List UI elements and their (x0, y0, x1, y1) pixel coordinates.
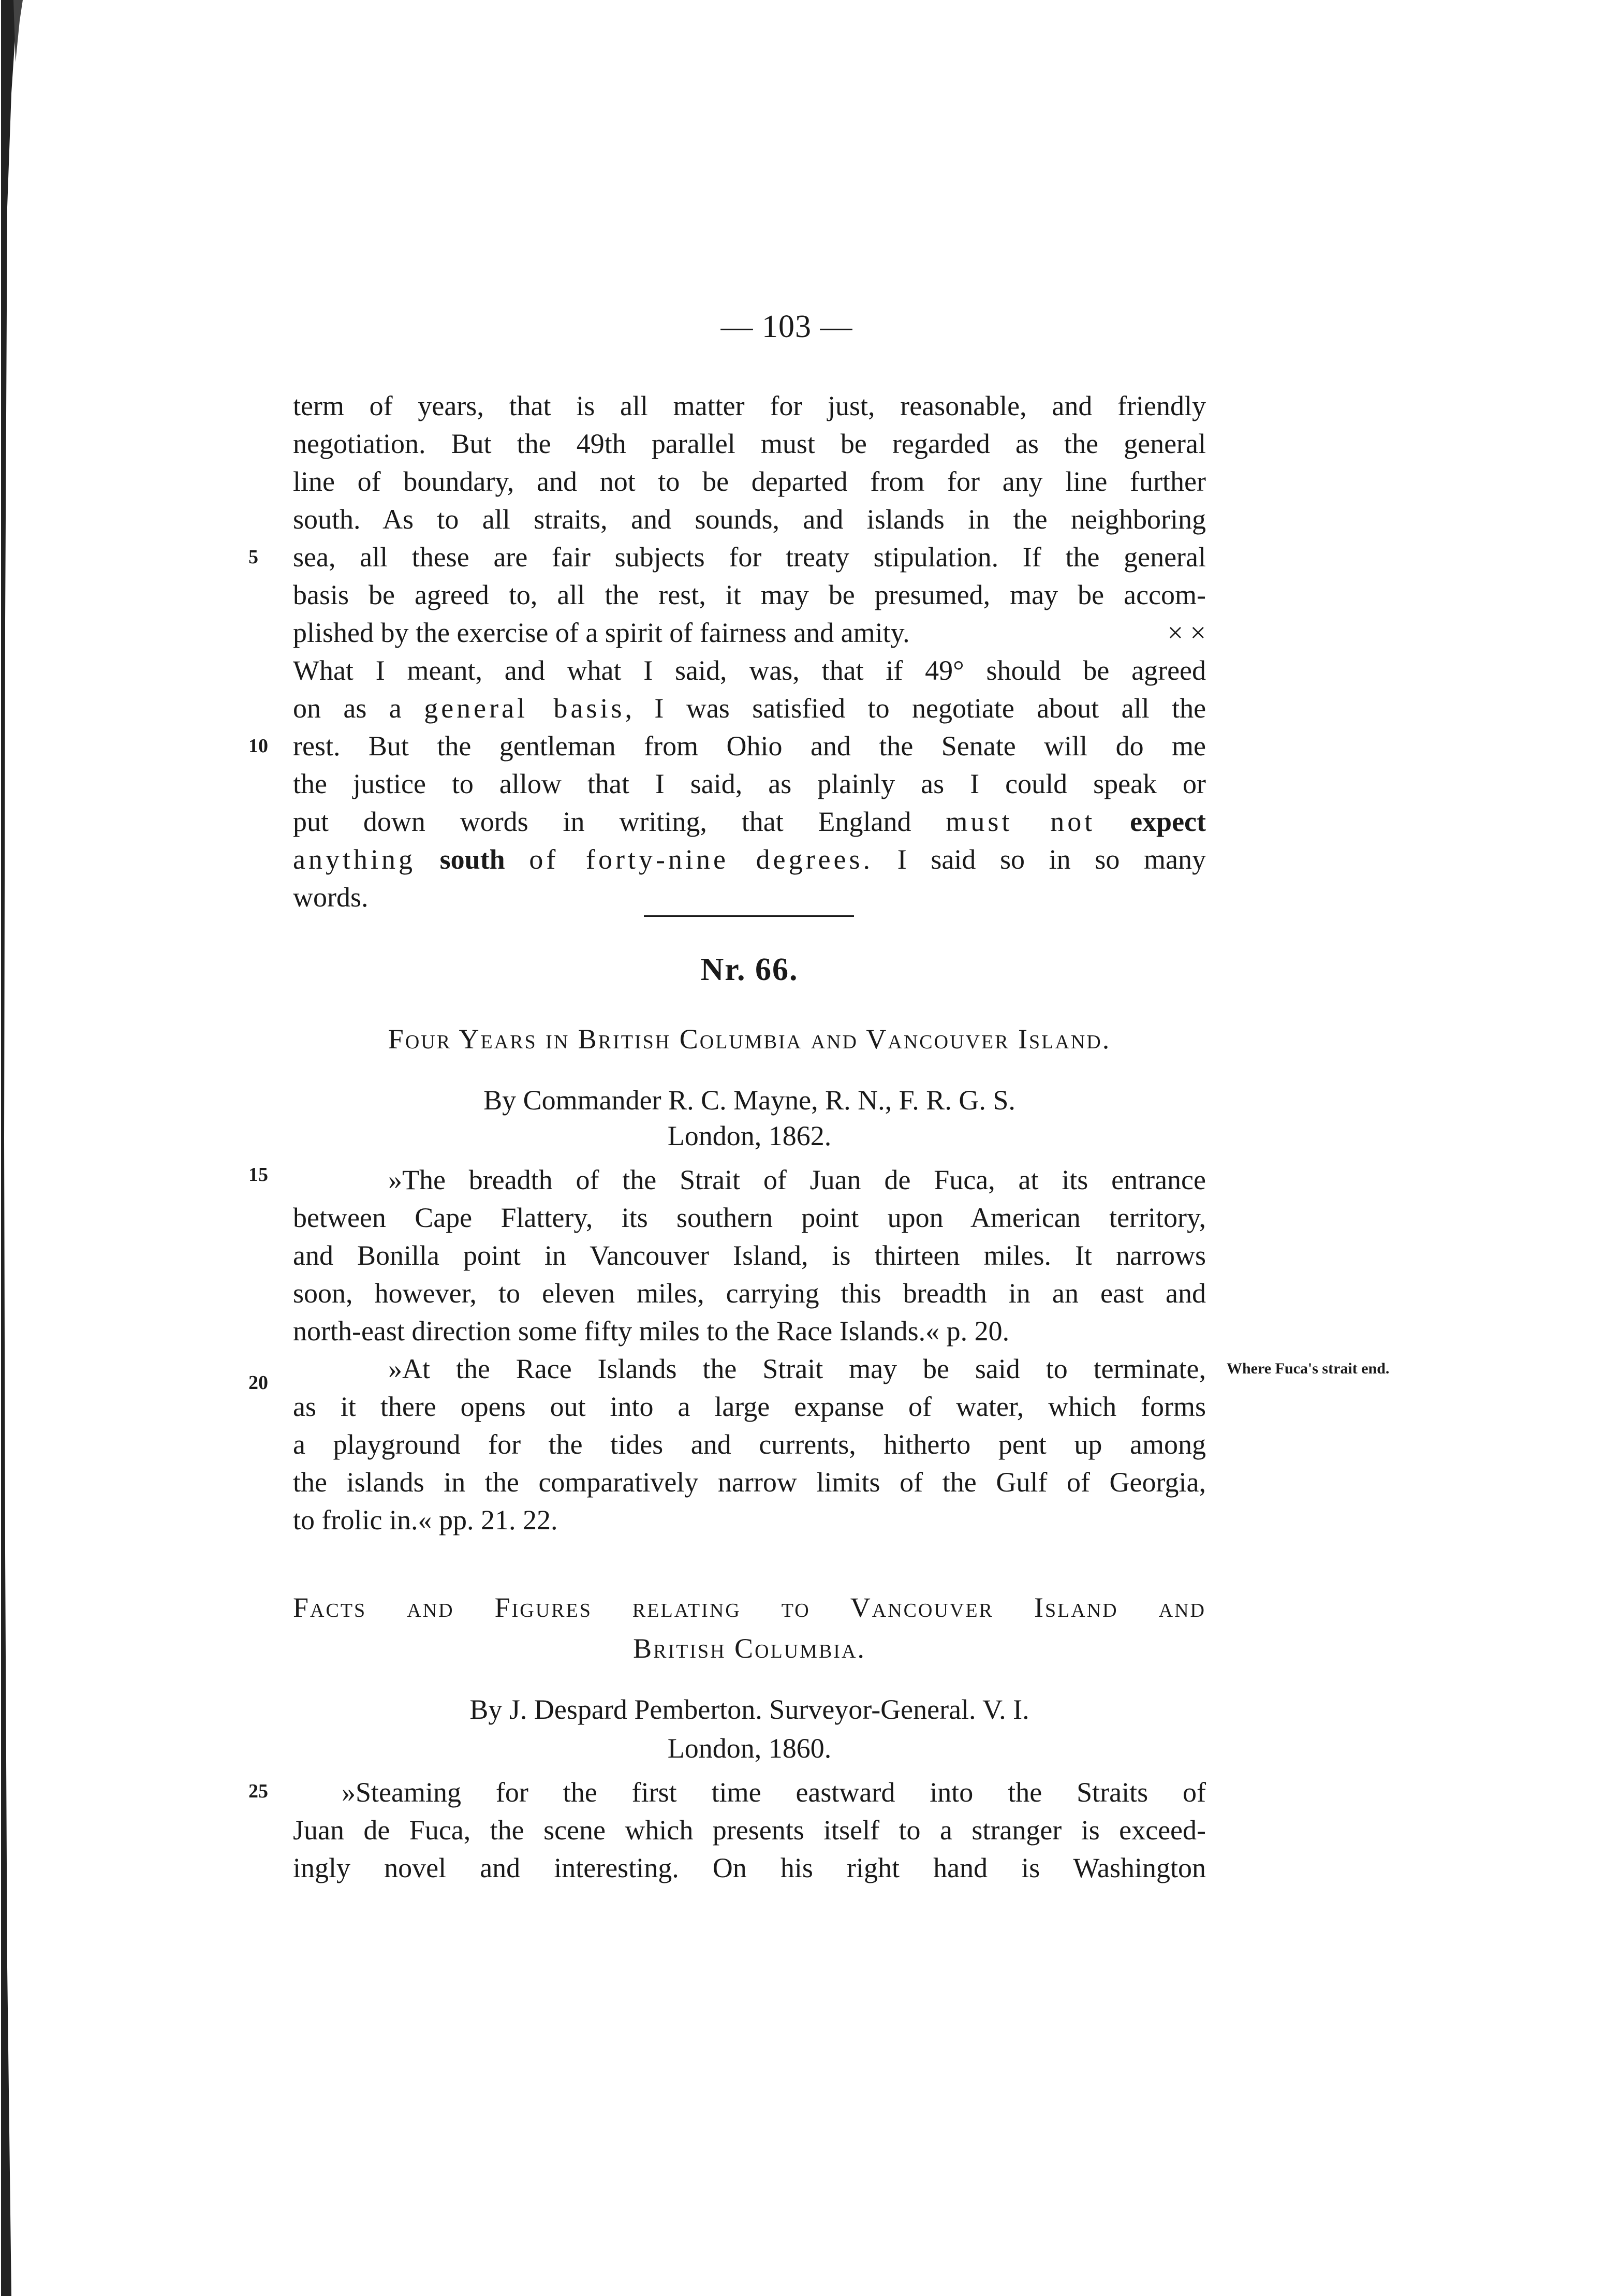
text-line: negotiation. But the 49th parallel must be regarded as the general (293, 428, 1206, 459)
margin-note: Where Fuca's strait end. (1227, 1360, 1390, 1377)
section-place-date: London, 1860. (667, 1733, 832, 1764)
text-line: as it there opens out into a large expanse of water, which forms (293, 1391, 1206, 1422)
text-fragment: , I was satisfied to negotiate about all the (625, 693, 1206, 724)
section-place-date: London, 1862. (667, 1120, 832, 1151)
text-line: Juan de Fuca, the scene which presents itself to a stranger is exceed- (293, 1815, 1206, 1846)
text-line: »At the Race Islands the Strait may be said to terminate, (388, 1353, 1206, 1384)
bold-word: expect (1130, 806, 1206, 837)
text-line: line of boundary, and not to be departed from for any line further (293, 466, 1206, 497)
text-line (293, 808, 1206, 836)
section-title: British Columbia. (633, 1633, 866, 1664)
text-line: north-east direction some fifty miles to the Race Islands.« p. 20. (293, 1315, 1010, 1347)
document-number: Nr. 66. (700, 952, 799, 987)
text-line: a playground for the tides and currents, hitherto pent up among (293, 1429, 1206, 1460)
text-line: sea, all these are fair subjects for treaty stipulation. If the general (293, 542, 1206, 573)
text-line: ingly novel and interesting. On his right hand is Washington (293, 1852, 1206, 1883)
section-title: Facts and Figures relating to Vancouver Island and (293, 1592, 1206, 1623)
section-title: Four Years in British Columbia and Vancouver Island. (388, 1023, 1111, 1055)
spaced-phrase: general basis (424, 693, 625, 724)
text-line: to frolic in.« pp. 21. 22. (293, 1504, 558, 1535)
text-line: rest. But the gentleman from Ohio and the Senate will do me (293, 730, 1206, 762)
text-line: soon, however, to eleven miles, carrying this breadth in an east and (293, 1278, 1206, 1309)
omission-marks: × × (1167, 617, 1206, 648)
spaced-phrase: anything (293, 844, 416, 875)
text-fragment: plished by the exercise of a spirit of fairness and amity. (293, 617, 910, 648)
text-line: term of years, that is all matter for just, reasonable, and friendly (293, 390, 1206, 421)
line-number: 10 (248, 735, 268, 757)
text-line: »The breadth of the Strait of Juan de Fuca, at its entrance (388, 1164, 1206, 1195)
section-byline: By J. Despard Pemberton. Surveyor-General. V. I. (469, 1694, 1029, 1725)
text-line (293, 619, 1206, 647)
bold-word: south (439, 844, 505, 875)
text-fragment: on as a (293, 693, 402, 724)
line-number: 15 (248, 1164, 268, 1186)
section-byline: By Commander R. C. Mayne, R. N., F. R. G. S. (483, 1085, 1015, 1116)
text-line: the justice to allow that I said, as plainly as I could speak or (293, 768, 1206, 799)
text-line: south. As to all straits, and sounds, and islands in the neighboring (293, 504, 1206, 535)
text-fragment: I said so in so many (897, 844, 1206, 875)
page-number: — 103 — (720, 309, 853, 344)
text-line (293, 694, 1206, 722)
separator-rule (644, 915, 854, 917)
line-number: 20 (248, 1372, 268, 1394)
text-fragment: put down words in writing, that England (293, 806, 911, 837)
text-line: What I meant, and what I said, was, that if 49° should be agreed (293, 655, 1206, 686)
binding-edge (0, 0, 25, 2296)
text-line: words. (293, 882, 369, 913)
text-line (293, 845, 1206, 873)
spaced-phrase: of forty-nine degrees. (529, 844, 874, 875)
text-line: basis be agreed to, all the rest, it may be presumed, may be accom- (293, 579, 1206, 610)
text-line: the islands in the comparatively narrow limits of the Gulf of Georgia, (293, 1467, 1206, 1498)
line-number: 25 (248, 1780, 268, 1802)
text-line: »Steaming for the first time eastward into the Straits of (342, 1777, 1206, 1808)
text-line: and Bonilla point in Vancouver Island, is thirteen miles. It narrows (293, 1240, 1206, 1271)
spaced-phrase: must not (946, 806, 1096, 837)
text-line: between Cape Flattery, its southern point upon American territory, (293, 1202, 1206, 1233)
line-number: 5 (248, 546, 258, 568)
